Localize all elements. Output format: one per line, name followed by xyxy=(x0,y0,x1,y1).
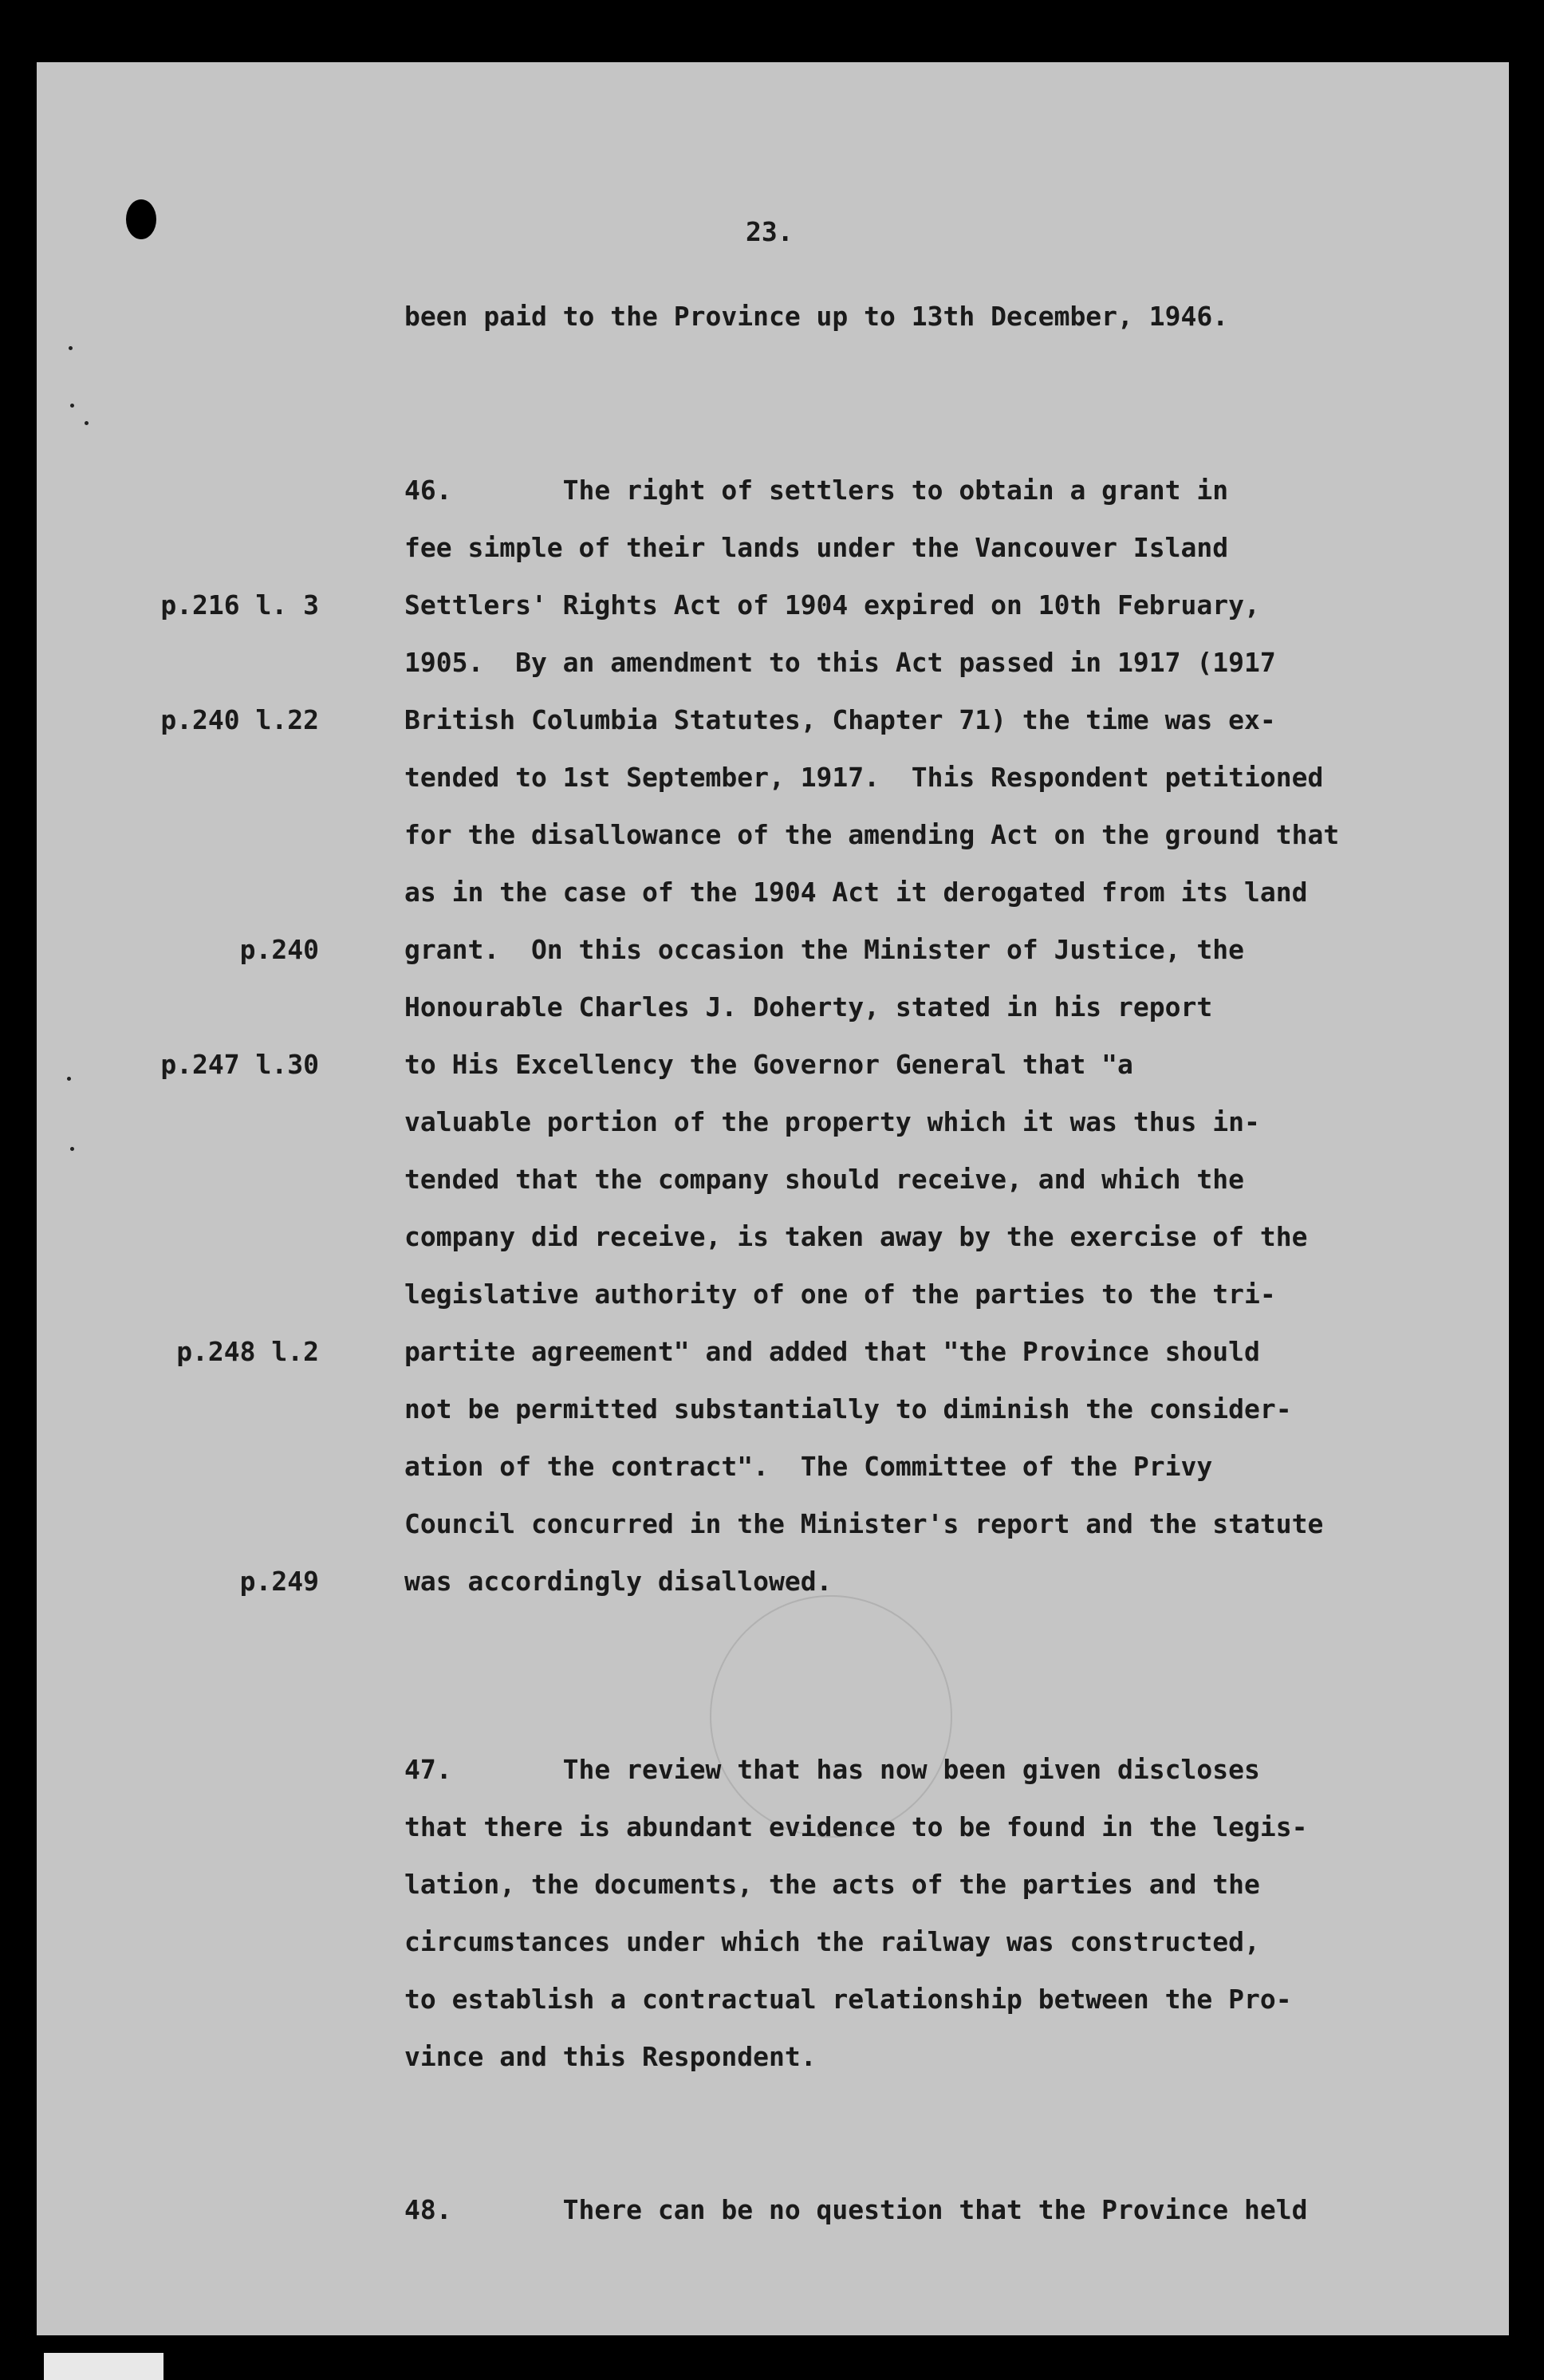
text-line: 1905. By an amendment to this Act passed in 1917 (1917 xyxy=(404,647,1276,678)
text-line: tended to 1st September, 1917. This Respondent petitioned xyxy=(404,762,1324,793)
text-line: was accordingly disallowed. xyxy=(404,1566,833,1597)
text-line: ation of the contract". The Committee of the Privy xyxy=(404,1451,1213,1482)
text-line: company did receive, is taken away by the exercise of the xyxy=(404,1221,1308,1252)
text-line: grant. On this occasion the Minister of Justice, the xyxy=(404,934,1244,965)
text-line: British Columbia Statutes, Chapter 71) the time was ex- xyxy=(404,704,1276,735)
faint-stamp xyxy=(710,1595,952,1838)
margin-reference: p.248 l.2 xyxy=(176,1336,319,1367)
margin-reference: p.216 l. 3 xyxy=(160,589,319,621)
text-line: valuable portion of the property which it was thus in- xyxy=(404,1106,1260,1137)
text-line: Honourable Charles J. Doherty, stated in his report xyxy=(404,991,1213,1023)
text-line: that there is abundant evidence to be found in the legis- xyxy=(404,1811,1308,1842)
text-line: not be permitted substantially to diminish the consider- xyxy=(404,1393,1292,1424)
text-line: legislative authority of one of the parties to the tri- xyxy=(404,1279,1276,1310)
text-line: Council concurred in the Minister's report and the statute xyxy=(404,1508,1324,1539)
text-line: 47. The review that has now been given discloses xyxy=(404,1754,1260,1785)
speck xyxy=(70,404,74,408)
margin-reference: p.240 xyxy=(239,934,319,965)
margin-reference: p.240 l.22 xyxy=(160,704,319,735)
speck xyxy=(70,1147,74,1151)
text-line: as in the case of the 1904 Act it derogated from its land xyxy=(404,877,1308,908)
scan-corner-label xyxy=(44,2353,163,2380)
margin-reference: p.249 xyxy=(239,1566,319,1597)
text-line: been paid to the Province up to 13th December, 1946. xyxy=(404,301,1229,332)
text-line: for the disallowance of the amending Act on the ground that xyxy=(404,819,1340,850)
page-number: 23. xyxy=(746,216,794,247)
text-line: vince and this Respondent. xyxy=(404,2041,817,2072)
punch-hole xyxy=(126,199,156,239)
speck xyxy=(85,421,89,425)
text-line: 46. The right of settlers to obtain a grant in xyxy=(404,475,1229,506)
text-line: circumstances under which the railway was constructed, xyxy=(404,1926,1260,1957)
text-line: fee simple of their lands under the Vancouver Island xyxy=(404,532,1229,563)
text-line: partite agreement" and added that "the Province should xyxy=(404,1336,1260,1367)
text-line: to establish a contractual relationship between the Pro- xyxy=(404,1984,1292,2015)
speck xyxy=(69,346,73,350)
text-line: lation, the documents, the acts of the parties and the xyxy=(404,1869,1260,1900)
margin-reference: p.247 l.30 xyxy=(160,1049,319,1080)
text-line: to His Excellency the Governor General that "a xyxy=(404,1049,1133,1080)
text-line: 48. There can be no question that the Province held xyxy=(404,2194,1308,2225)
text-line: Settlers' Rights Act of 1904 expired on 10th February, xyxy=(404,589,1260,621)
text-line: tended that the company should receive, and which the xyxy=(404,1164,1244,1195)
document-page xyxy=(37,62,1509,2335)
